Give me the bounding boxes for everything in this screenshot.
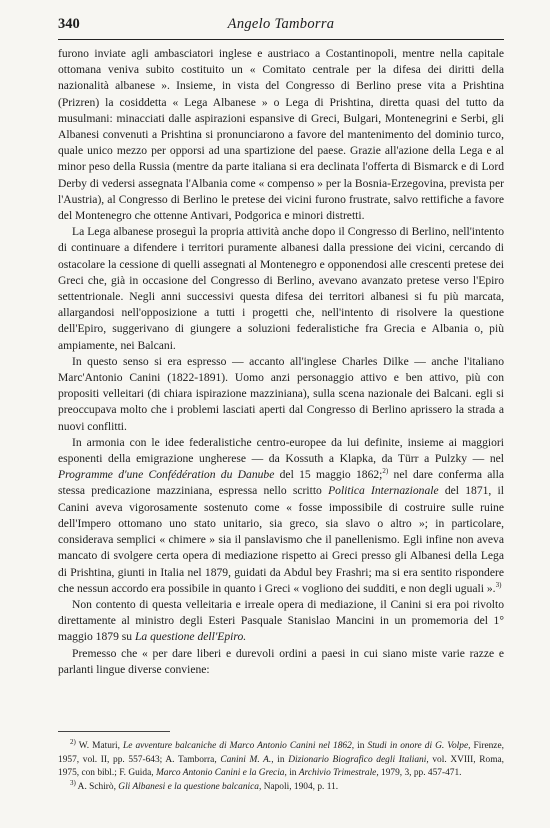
paragraph: In questo senso si era espresso — accanto all'inglese Charles Dilke — anche l'italiano Marc'Antonio Canini (1822-1891). Uomo anzi personaggio attivo e ben attivo, più con propositi velleitari (di chiara ispirazione mazziniana), sulla scena nazionale dei Balcani. egli si preoccupava molto che i problemi lasciati aperti dal Congresso di Berlino aprissero la strada a nuovi conflitti. (58, 354, 504, 433)
paragraph: Premesso che « per dare liberi e durevoli ordini a paesi in cui siano miste varie razze e parlanti lingue diverse conviene: (58, 646, 504, 676)
header-rule (58, 39, 504, 40)
footnote-mark: 3) (70, 778, 76, 787)
footnote-ref: 2) (382, 467, 389, 476)
title-italic: La questione dell'Epiro. (134, 630, 247, 644)
text-run: del 15 maggio 1862; (274, 468, 383, 482)
text-run: A. Schirò, (75, 781, 119, 792)
footnote-mark: 2) (70, 737, 76, 746)
footnote-rule (58, 731, 170, 732)
paragraph: La Lega albanese proseguì la propria attività anche dopo il Congresso di Berlino, nell'intento di continuare a difendere i territori puramente albanesi dalla pressione dei vicini, cercando di ostacolare la cessione di quelli assegnati al Montenegro e opponendosi alle crescenti pretese dei Greci che, già in occasione del Congresso di Berlino, avevano avanzato pretese verso l'Epiro settentrionale. Negli anni successivi questa difesa dei territori albanesi si fu più marcata, allargandosi nell'opposizione a tutti i progetti che, nell'intento di risolvere la questione dell'Epiro, suggerivano di giungere a soluzioni federalistiche fra Grecia e Albania o, più ampiamente, nei Balcani. (58, 225, 504, 352)
text-run: , Firenze, 1957, vol. II, pp. 557-643; A. Tamborra, (58, 741, 504, 765)
text-run: , in (351, 741, 368, 751)
text-run: Non contento di questa velleitaria e irreale opera di mediazione, il Canini si era poi rivolto direttamente al ministro degli Esteri Pasquale Stanislao Mancini in un promemoria del 1° maggio 1879 su (58, 597, 504, 644)
text-run: , vol. XVIII, Roma, 1975, con bibl.; F. Guida, (58, 754, 504, 779)
title-italic: Archivio Trimestrale (298, 768, 377, 779)
title-italic: Politica Internazionale (328, 484, 439, 498)
text-run: , in (271, 754, 289, 765)
footnote (58, 737, 504, 781)
text-run: nel dare conferma alla stessa predicazione mazziniana, espressa nello scritto (58, 468, 504, 498)
paragraph (58, 597, 504, 646)
title-italic: Dizionario Biografico degli Italiani (288, 754, 427, 765)
title-italic: Studi in onore di G. Volpe (367, 741, 469, 751)
title-italic: Canini M. A. (220, 754, 272, 765)
paragraph (58, 435, 504, 597)
page-number: 340 (58, 16, 80, 32)
running-head: Angelo Tamborra (227, 16, 335, 32)
text-run: del 1871, il Canini aveva vigorosamente sostenuto come « fosse impossibile di costruire sulle ruine dell'Impero ottomano uno stato unitario, sia greco, sia slavo o altro »; in particolare, considerava semplici « chimere » sia il panslavismo che il panellenismo. Egli infine non aveva mancato di svolgere certa opera di mediazione rispetto ai Greci presso gli Albanesi della Lega di Prishtina, giunti in Italia nel 1879, guidati da Abdul bey Frashri; ma si era sentito rispondere che nessun accordo era possibile in quanto i Greci « vogliono dei sudditi, e non degli uguali ». (58, 484, 504, 595)
title-italic: Marco Antonio Canini e la Grecia (155, 768, 285, 779)
text-run: , 1979, 3, pp. 457-471. (376, 768, 462, 779)
text-run: , in (284, 768, 299, 779)
title-italic: Gli Albanesi e la questione balcanica (118, 781, 259, 792)
footnotes (58, 737, 504, 794)
footnote (58, 778, 504, 795)
page-header (58, 16, 504, 36)
text-run: , Napoli, 1904, p. 11. (259, 781, 339, 792)
title-italic: Programme d'une Confédération du Danube (58, 468, 275, 482)
text-run: W. Maturi, (75, 741, 124, 751)
paragraph: furono inviate agli ambasciatori inglese e austriaco a Costantinopoli, mentre nella capitale ottomana veniva subito costituito un « Comitato centrale per la difesa dei diritti della nazionalità albanese ». Insieme, in vista del Congresso di Berlino prese vita a Prishtina (Prizren) la cosiddetta « Lega Albanese » o Lega di Prishtina, diretta quasi del tutto da musulmani: minacciati dalle aspirazioni espansive di Greci, Bulgari, Montenegrini e Serbi, gli Albanesi convenuti a Prishtina si pronunciarono a favore del mantenimento del dominio turco, quale unico mezzo per opporsi ad una spartizione del paese. Grazie all'azione della Lega e al minor peso della Russia (mentre da parte italiana si era declinata l'offerta di Bismarck e di Lord Derby di vedersi assegnata l'Albania come « compenso » per la Bosnia-Erzegovina, prevista per l'Austria), al Congresso di Berlino le pretese dei vicini furono frustrate, salvo rettifiche a favore del Montenegro che ottenne Antivari, Podgorica e minori distretti. (58, 47, 504, 223)
body-text (58, 46, 504, 678)
title-italic: Le avventure balcaniche di Marco Antonio Canini nel 1862 (123, 741, 352, 751)
footnote-ref: 3) (495, 580, 502, 589)
text-run: In armonia con le idee federalistiche centro-europee da lui definite, insieme ai maggiori esponenti della emigrazione ungherese — da Kossuth a Klapka, da Türr a Pulzky — nel (58, 435, 504, 466)
